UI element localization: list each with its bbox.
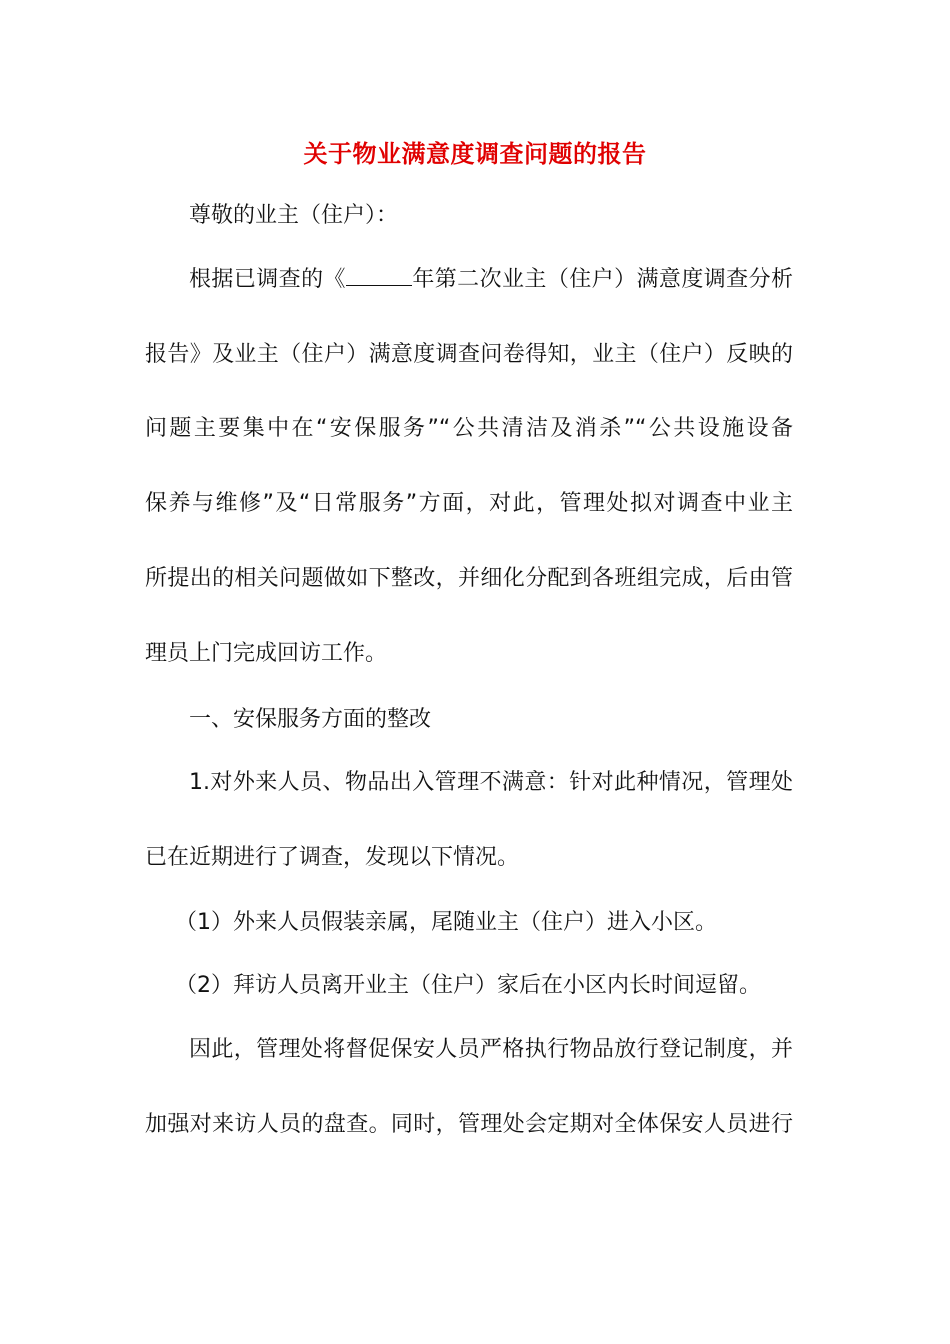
- conclusion-line-2: 加强对来访人员的盘查。同时，管理处会定期对全体保安人员进行: [145, 1112, 793, 1137]
- intro-line-1-end: 年第二次业主（住户）满意度调查分析: [411, 267, 793, 292]
- item-1-line-1: 1.对外来人员、物品出入管理不满意：针对此种情况，管理处: [189, 770, 793, 795]
- conclusion-line-1: 因此，管理处将督促保安人员严格执行物品放行登记制度，并: [189, 1037, 793, 1062]
- intro-line-5: 所提出的相关问题做如下整改，并细化分配到各班组完成，后由管: [145, 566, 793, 591]
- section-heading: 一、安保服务方面的整改: [189, 707, 432, 732]
- sub-item-2: （2）拜访人员离开业主（住户）家后在小区内长时间逗留。: [175, 973, 761, 998]
- intro-line-6: 理员上门完成回访工作。: [145, 641, 388, 666]
- intro-line-3: 问题主要集中在“安保服务”“公共清洁及消杀”“公共设施设备: [145, 416, 793, 441]
- intro-line-2: 报告》及业主（住户）满意度调查问卷得知，业主（住户）反映的: [145, 342, 793, 367]
- year-blank-field: [346, 265, 412, 286]
- intro-line-4: 保养与维修”及“日常服务”方面，对此，管理处拟对调查中业主: [145, 491, 793, 516]
- intro-line-1-start: 根据已调查的《: [189, 267, 346, 292]
- intro-line-1: [189, 265, 793, 295]
- salutation: 尊敬的业主（住户）：: [189, 203, 399, 228]
- sub-item-1: （1）外来人员假装亲属，尾随业主（住户）进入小区。: [175, 910, 717, 935]
- item-1-line-2: 已在近期进行了调查，发现以下情况。: [145, 845, 520, 870]
- document-title: 关于物业满意度调查问题的报告: [303, 140, 647, 168]
